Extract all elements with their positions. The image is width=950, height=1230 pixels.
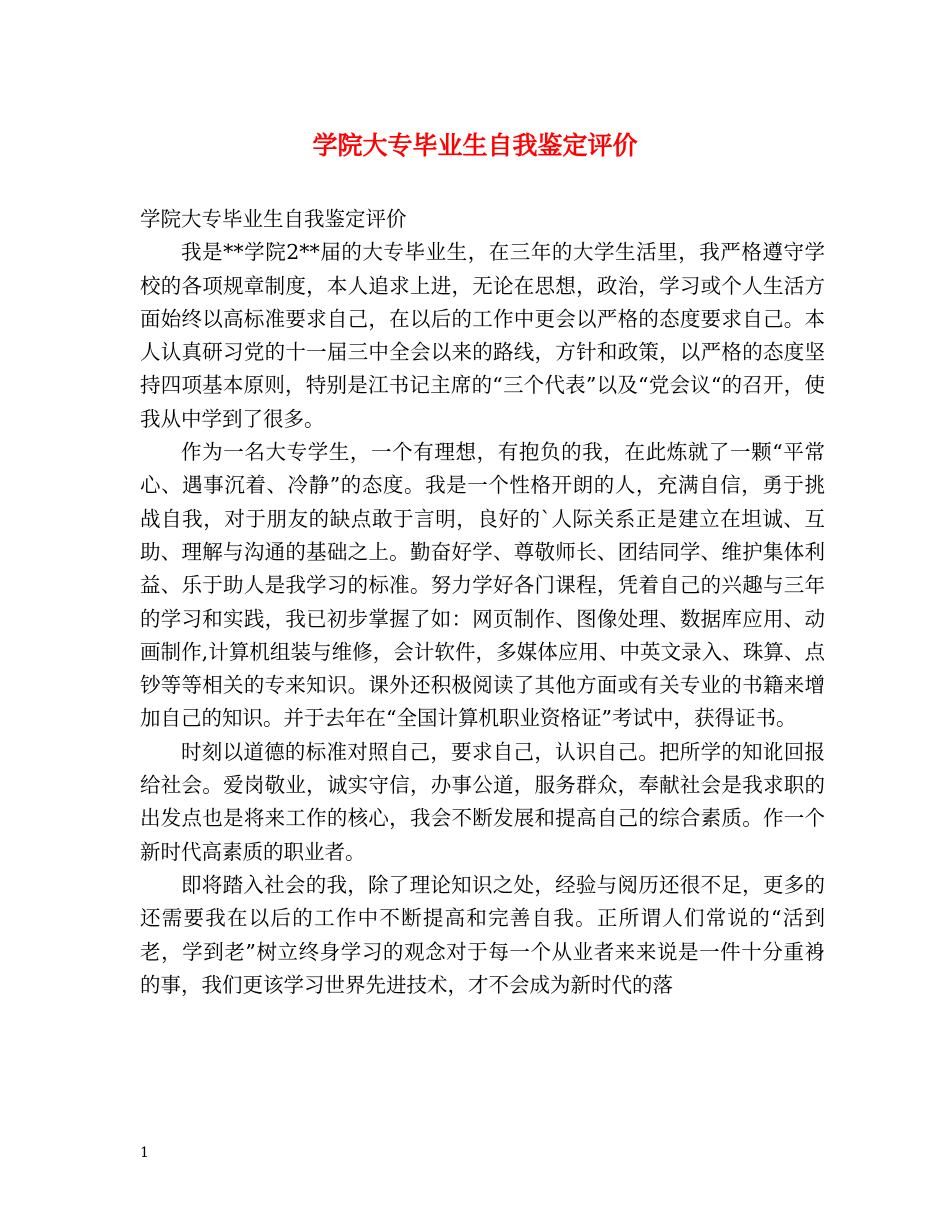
document-title: 学院大专毕业生自我鉴定评价	[312, 131, 638, 160]
paragraph-4: 即将踏入社会的我，除了理论知识之处，经验与阅历还很不足，更多的还需要我在以后的工作中不断提高和完善自我。正所谓人们常说的“活到老，学到老”树立终身学习的观念对于每一个从业者来来说是一件十分重裑的事，我们更该学习世界先进技术，才不会成为新时代的落	[140, 872, 825, 997]
paragraph-2: 作为一名大专学生，一个有理想，有抱负的我，在此炼就了一颗“平常心、遇事沉着、冷静”的态度。我是一个性格开朗的人，充满自信，勇于挑战自我，对于朋友的缺点敢于言明，良好的`人际关系正是建立在坦诚、互助、理解与沟通的基础之上。勤奋好学、尊敬师长、团结同学、维护集体利益、乐于助人是我学习的标准。努力学好各门课程，凭着自己的兴趣与三年的学习和实践，我已初步掌握了如：网页制作、图像处理、数据库应用、动画制作,计算机组装与维修，会计软件，多媒体应用、中英文录入、珠算、点钞等等相关的专来知识。课外还积极阅读了其他方面或有关专业的书籍来增加自己的知识。并于去年在“全国计算机职业资格证”考试中，获得证书。	[140, 440, 825, 731]
page-number: 1	[140, 1145, 149, 1161]
document-subtitle: 学院大专毕业生自我鉴定评价	[140, 207, 407, 231]
paragraph-1: 我是**学院2**届的大专毕业生，在三年的大学生活里，我严格遵守学校的各项规章制度，本人追求上进，无论在思想，政治，学习或个人生活方面始终以高标准要求自己，在以后的工作中更会以严格的态度要求自己。本人认真研习党的十一届三中全会以来的路线，方针和政策，以严格的态度坚持四项基本原则，特别是江书记主席的“三个代表”以及“党会议“的召开，使我从中学到了很多。	[140, 240, 825, 431]
document-body	[140, 203, 825, 1002]
paragraph-3: 时刻以道德的标准对照自己，要求自己，认识自己。把所学的知讹回报给社会。爱岗敬业，诚实守信，办事公道，服务群众，奉献社会是我求职的出发点也是将来工作的核心，我会不断发展和提高自己的综合素质。作一个新时代高素质的职业者。	[140, 739, 825, 864]
